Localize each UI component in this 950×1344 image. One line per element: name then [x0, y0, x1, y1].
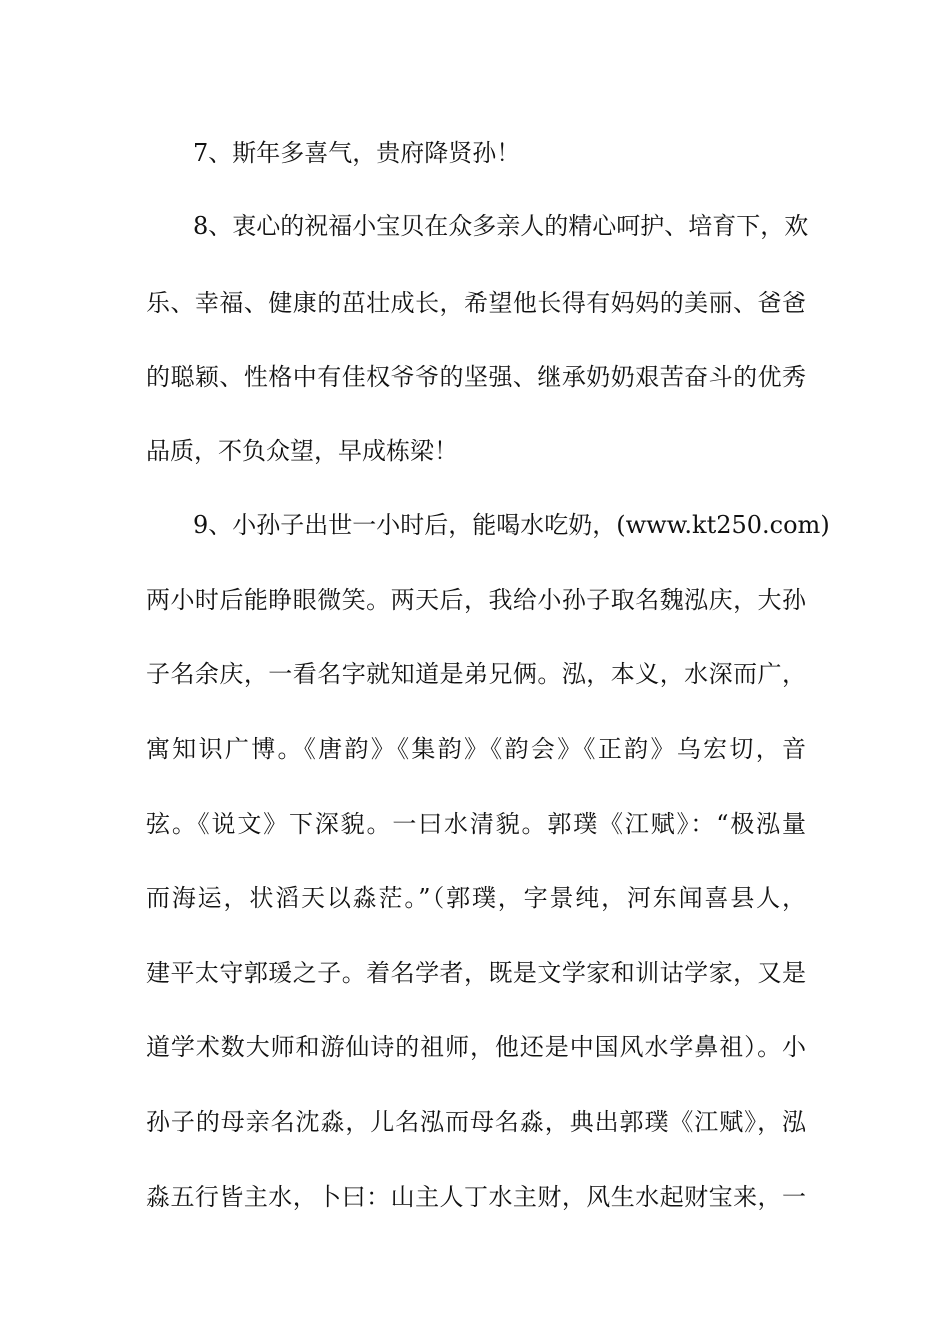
text-line: 而海运，状滔天以淼茫。”（郭璞，字景纯，河东闻喜县人， — [146, 884, 806, 912]
text-line: 子名余庆，一看名字就知道是弟兄俩。泓，本义，水深而广， — [146, 660, 806, 688]
text-line: 7、斯年多喜气，贵府降贤孙！ — [193, 139, 521, 167]
text-line: 建平太守郭瑗之子。着名学者，既是文学家和训诂学家，又是 — [146, 959, 806, 987]
text-line: 9、小孙子出世一小时后，能喝水吃奶，(www.kt250.com) — [193, 511, 830, 539]
text-line: 道学术数大师和游仙诗的祖师，他还是中国风水学鼻祖）。小 — [146, 1033, 806, 1061]
text-line: 淼五行皆主水，卜曰：山主人丁水主财，风生水起财宝来，一 — [146, 1183, 806, 1211]
text-line: 孙子的母亲名沈淼，儿名泓而母名淼，典出郭璞《江赋》，泓 — [146, 1108, 806, 1136]
text-line: 8、衷心的祝福小宝贝在众多亲人的精心呵护、培育下，欢 — [193, 212, 809, 240]
text-line: 品质，不负众望，早成栋梁！ — [146, 437, 458, 465]
text-line: 的聪颖、性格中有佳权爷爷的坚强、继承奶奶艰苦奋斗的优秀 — [146, 363, 806, 391]
text-line: 寓知识广博。《唐韵》《集韵》《韵会》《正韵》乌宏切，音 — [146, 735, 806, 763]
text-line: 弦。《说文》下深貌。一曰水清貌。郭璞《江赋》：“极泓量 — [146, 810, 806, 838]
text-line: 两小时后能睁眼微笑。两天后，我给小孙子取名魏泓庆，大孙 — [146, 586, 806, 614]
text-line: 乐、幸福、健康的茁壮成长，希望他长得有妈妈的美丽、爸爸 — [146, 289, 806, 317]
